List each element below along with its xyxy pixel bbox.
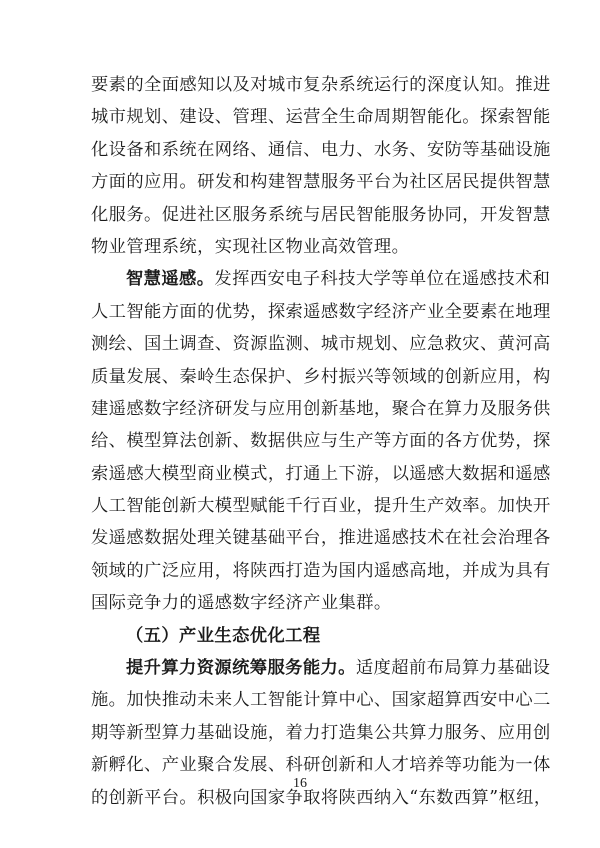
text-line: 新孵化、产业聚合发展、科研创新和人才培养等功能为一体 [91, 755, 551, 776]
text-line: 国际竞争力的遥感数字经济产业集群。 [91, 593, 392, 614]
text-line: 化设备和系统在网络、通信、电力、水务、安防等基础设施 [91, 139, 551, 160]
paragraph-first-line [91, 263, 551, 295]
text-line: 物业管理系统，实现社区物业高效管理。 [91, 236, 410, 257]
section-heading: （五）产业生态优化工程 [126, 625, 321, 646]
body-text [91, 69, 552, 814]
paragraph-lead-rest: 适度超前布局算力基础设 [355, 658, 551, 679]
text-line: 发遥感数据处理关键基础平台，推进遥感技术在社会治理各 [91, 528, 551, 549]
paragraph-lead: 提升算力资源统筹服务能力。 [126, 658, 356, 679]
text-line: 方面的应用。研发和构建智慧服务平台为社区居民提供智慧 [91, 172, 551, 193]
text-line: 化服务。促进社区服务系统与居民智能服务协同，开发智慧 [91, 204, 551, 225]
paragraph-lead: 智慧遥感。 [126, 269, 215, 290]
page-number: 16 [293, 776, 307, 791]
text-line: 质量发展、秦岭生态保护、乡村振兴等领域的创新应用，构 [91, 366, 551, 387]
text-line: 人工智能方面的优势，探索遥感数字经济产业全要素在地理 [91, 301, 551, 322]
paragraph-first-line [91, 652, 551, 684]
text-line: 城市规划、建设、管理、运营全生命周期智能化。探索智能 [91, 107, 551, 128]
text-line: 期等新型算力基础设施，着力打造集公共算力服务、应用创 [91, 722, 551, 743]
text-line: 施。加快推动未来人工智能计算中心、国家超算西安中心二 [91, 690, 551, 711]
text-line: 建遥感数字经济研发与应用创新基地，聚合在算力及服务供 [91, 398, 551, 419]
text-line: 索遥感大模型商业模式，打通上下游，以遥感大数据和遥感 [91, 463, 551, 484]
text-line: 领域的广泛应用，将陕西打造为国内遥感高地，并成为具有 [91, 560, 551, 581]
text-line: 人工智能创新大模型赋能千行百业，提升生产效率。加快开 [91, 496, 551, 517]
text-line: 测绘、国土调查、资源监测、城市规划、应急救灾、黄河高 [91, 334, 551, 355]
paragraph-lead-rest: 发挥西安电子科技大学等单位在遥感技术和 [214, 269, 551, 290]
text-line: 的创新平台。积极向国家争取将陕西纳入“东数西算”枢纽， [91, 787, 552, 808]
text-line: 要素的全面感知以及对城市复杂系统运行的深度认知。推进 [91, 75, 551, 95]
text-line: 给、模型算法创新、数据供应与生产等方面的各方优势，探 [91, 431, 551, 452]
